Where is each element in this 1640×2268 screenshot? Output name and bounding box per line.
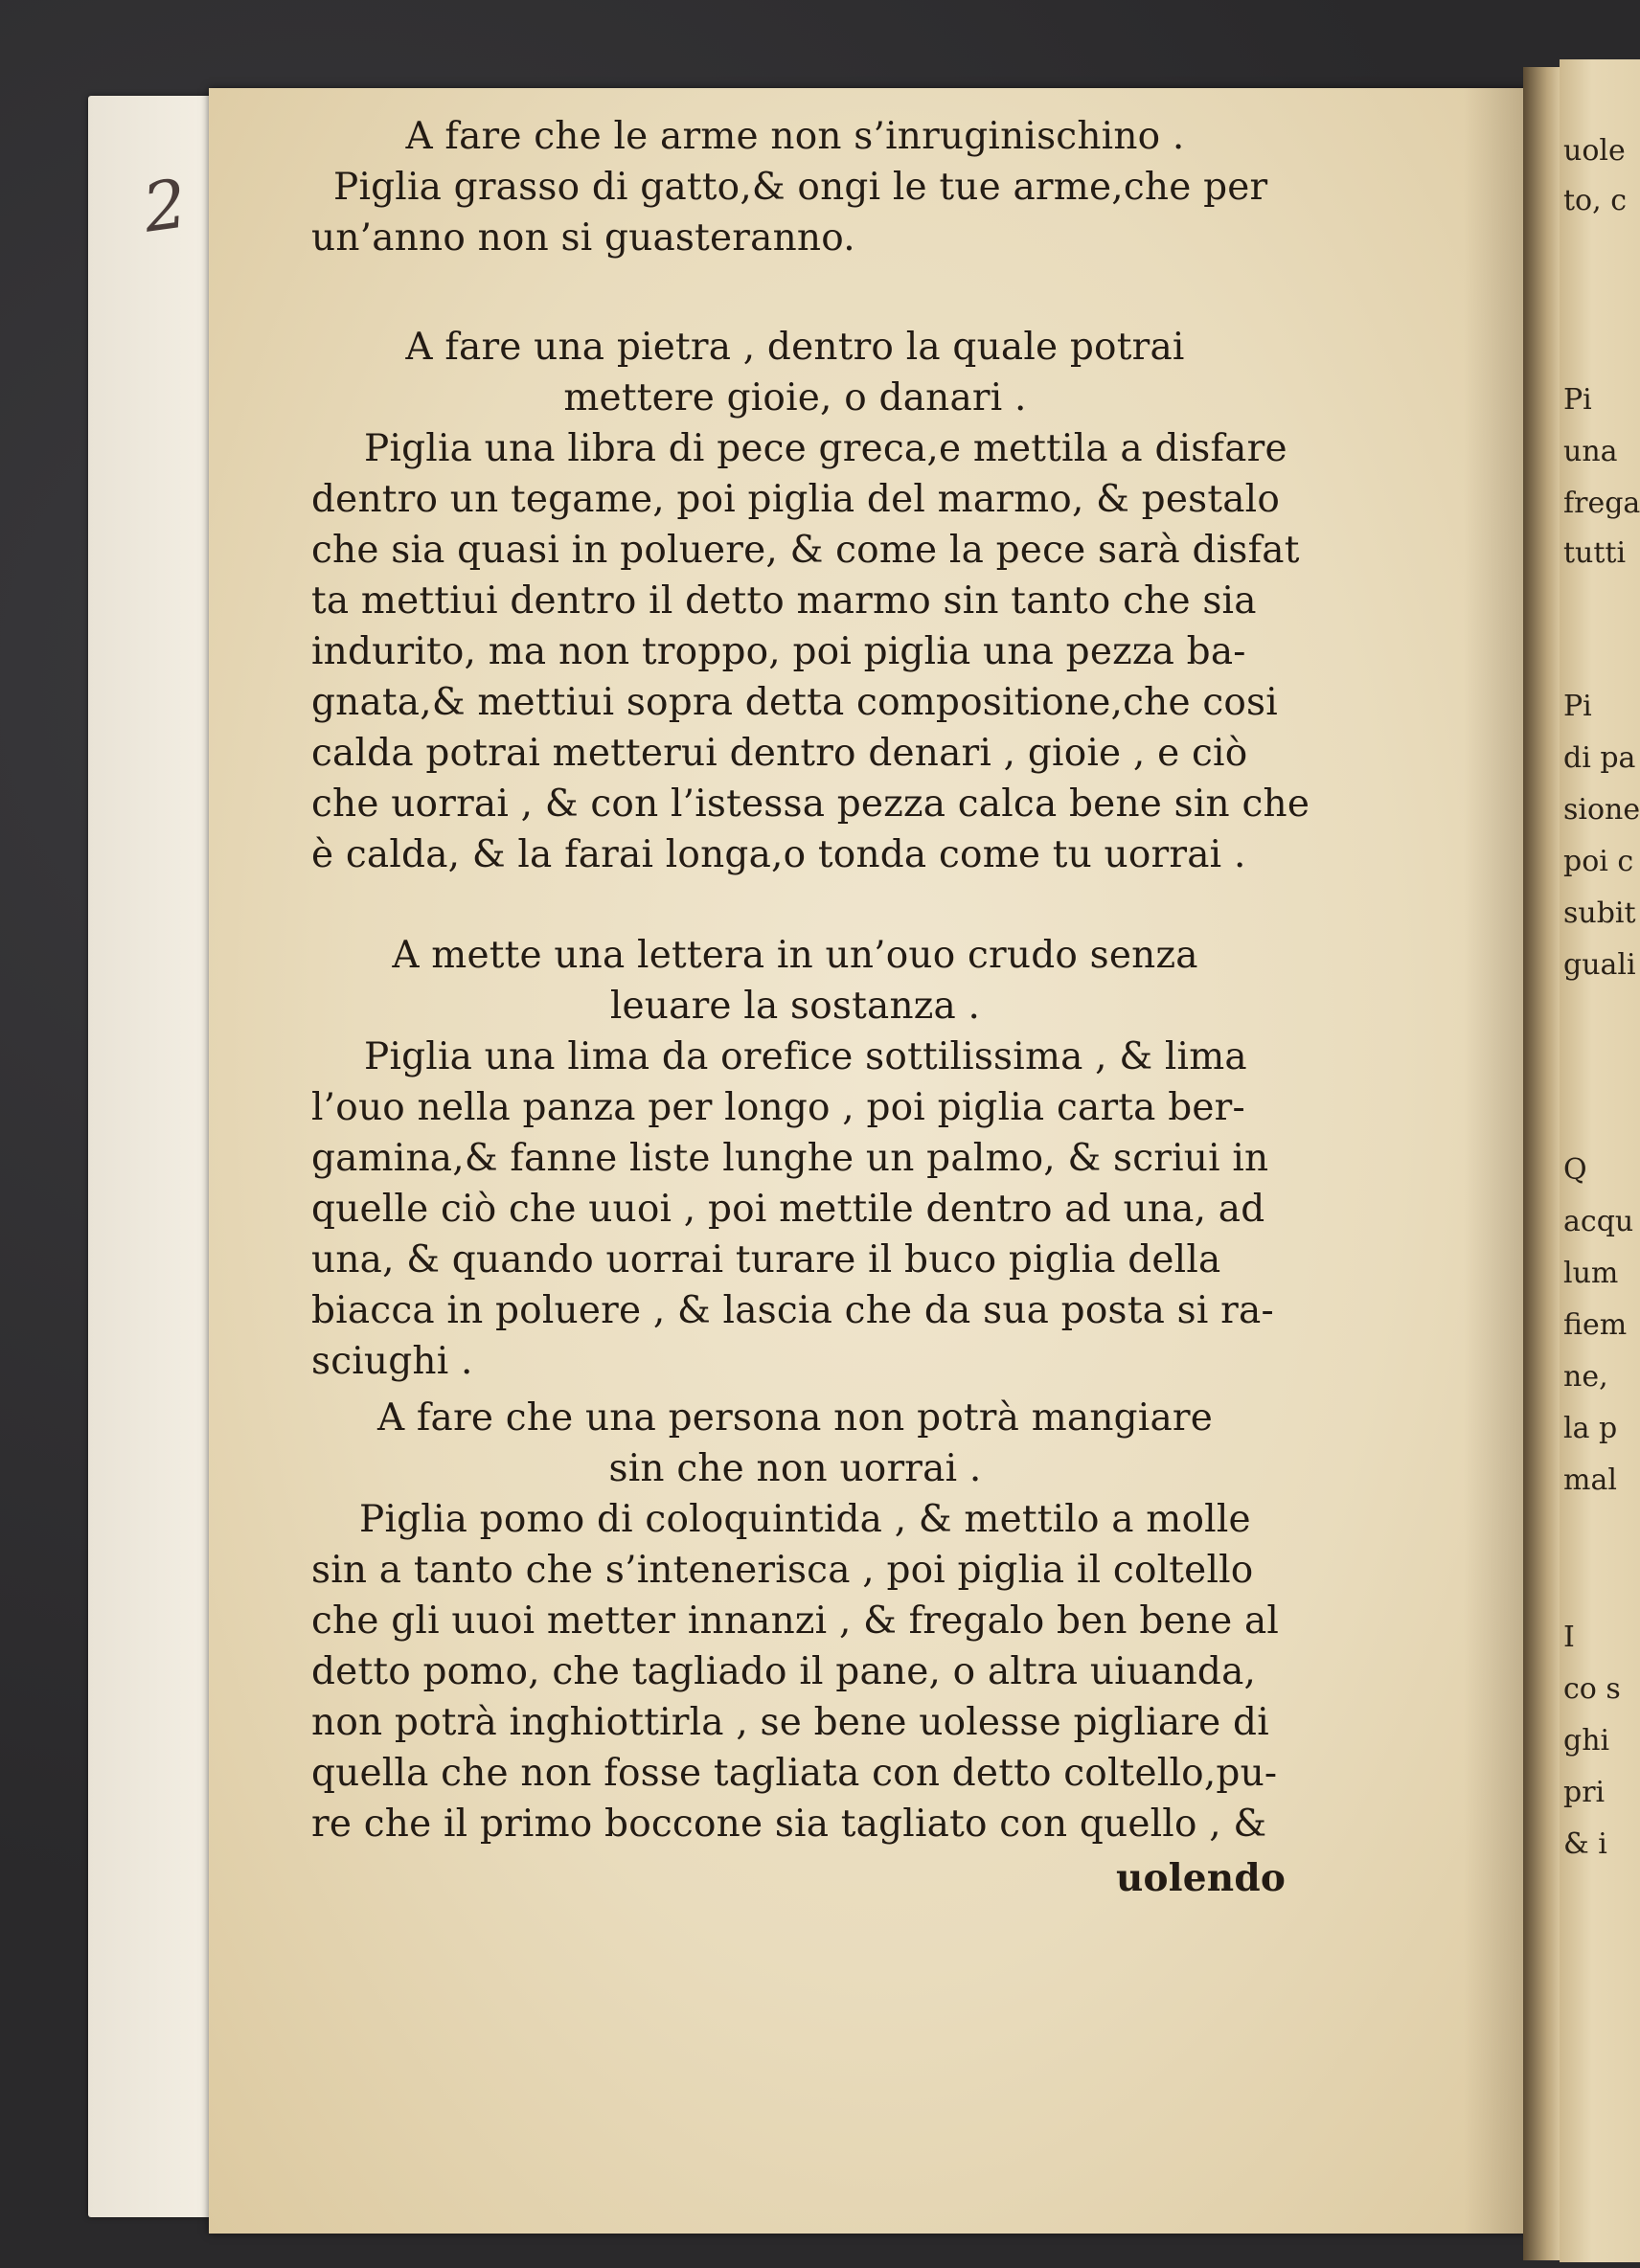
facing-fragment: ghi	[1563, 1724, 1610, 1758]
facing-fragment: Pi	[1563, 383, 1592, 417]
body-line: Piglia grasso di gatto,& ongi le tue arme,che per	[333, 166, 1268, 209]
body-line: non potrà inghiottirla , se bene uolesse pigliare di	[311, 1701, 1269, 1744]
facing-fragment: tutti	[1563, 536, 1627, 570]
body-line: un’anno non si guasteranno.	[311, 216, 855, 260]
facing-fragment: lum	[1563, 1257, 1619, 1290]
section-heading: A mette una lettera in un’ouo crudo senza	[392, 934, 1198, 977]
body-line: Piglia una libra di pece greca,e mettila a disfare	[364, 427, 1287, 470]
facing-fragment: poi c	[1563, 845, 1634, 878]
facing-fragment: pri	[1563, 1776, 1606, 1809]
body-line: sciughi .	[311, 1340, 473, 1383]
facing-page	[1560, 59, 1640, 2262]
facing-fragment: ne,	[1563, 1360, 1608, 1394]
body-line: che sia quasi in poluere, & come la pece sarà disfat	[311, 529, 1300, 572]
catchword: uolendo	[1116, 1856, 1287, 1900]
body-line: gnata,& mettiui sopra detta compositione,che cosi	[311, 681, 1278, 724]
body-line: Piglia una lima da orefice sottilissima , & lima	[364, 1035, 1247, 1078]
facing-fragment: co s	[1563, 1672, 1621, 1706]
body-line: biacca in poluere , & lascia che da sua posta si ra-	[311, 1289, 1274, 1332]
facing-fragment: guali	[1563, 948, 1636, 982]
body-line: una, & quando uorrai turare il buco piglia della	[311, 1238, 1221, 1281]
facing-fragment: frega	[1563, 487, 1640, 520]
facing-fragment: uole	[1563, 134, 1626, 168]
body-line: sin a tanto che s’intenerisca , poi piglia il coltello	[311, 1549, 1254, 1592]
facing-fragment: I	[1563, 1621, 1575, 1654]
body-line: è calda, & la farai longa,o tonda come tu uorrai .	[311, 833, 1246, 876]
facing-fragment: to, c	[1563, 184, 1627, 217]
body-line: detto pomo, che tagliado il pane, o altra uiuanda,	[311, 1650, 1257, 1693]
section-heading: mettere gioie, o danari .	[563, 376, 1027, 420]
body-line: ta mettiui dentro il detto marmo sin tanto che sia	[311, 579, 1257, 623]
body-line: che gli uuoi metter innanzi , & fregalo ben bene al	[311, 1599, 1280, 1643]
facing-fragment: acqu	[1563, 1205, 1634, 1238]
facing-fragment: mal	[1563, 1463, 1617, 1497]
facing-fragment: & i	[1563, 1827, 1607, 1861]
body-line: l’ouo nella panza per longo , poi piglia carta ber-	[311, 1086, 1245, 1129]
body-line: calda potrai metterui dentro denari , gioie , e ciò	[311, 732, 1248, 775]
section-heading: A fare che le arme non s’inruginischino .	[405, 115, 1185, 158]
facing-fragment: una	[1563, 435, 1618, 468]
facing-fragment: Pi	[1563, 690, 1592, 723]
body-line: re che il primo boccone sia tagliato con quello , &	[311, 1803, 1267, 1846]
body-line: quelle ciò che uuoi , poi mettile dentro ad una, ad	[311, 1188, 1265, 1231]
body-line: gamina,& fanne liste lunghe un palmo, & scriui in	[311, 1137, 1269, 1180]
facing-fragment: Q	[1563, 1153, 1587, 1187]
facing-fragment: la p	[1563, 1412, 1618, 1445]
body-line: quella che non fosse tagliata con detto coltello,pu-	[311, 1752, 1278, 1795]
section-heading: sin che non uorrai .	[608, 1447, 982, 1490]
facing-fragment: di pa	[1563, 741, 1636, 775]
body-line: che uorrai , & con l’istessa pezza calca bene sin che	[311, 782, 1310, 826]
handwritten-page-mark: 2	[138, 164, 193, 248]
facing-fragment: sione	[1563, 793, 1640, 827]
section-heading: leuare la sostanza .	[609, 985, 981, 1028]
body-line: Piglia pomo di coloquintida , & mettilo a molle	[359, 1498, 1251, 1541]
body-line: indurito, ma non troppo, poi piglia una pezza ba-	[311, 630, 1246, 673]
facing-fragment: subit	[1563, 896, 1636, 930]
body-line: dentro un tegame, poi piglia del marmo, & pestalo	[311, 478, 1281, 521]
facing-fragment: fiem	[1563, 1308, 1628, 1342]
section-heading: A fare che una persona non potrà mangiare	[376, 1396, 1214, 1440]
section-heading: A fare una pietra , dentro la quale potrai	[405, 326, 1185, 369]
